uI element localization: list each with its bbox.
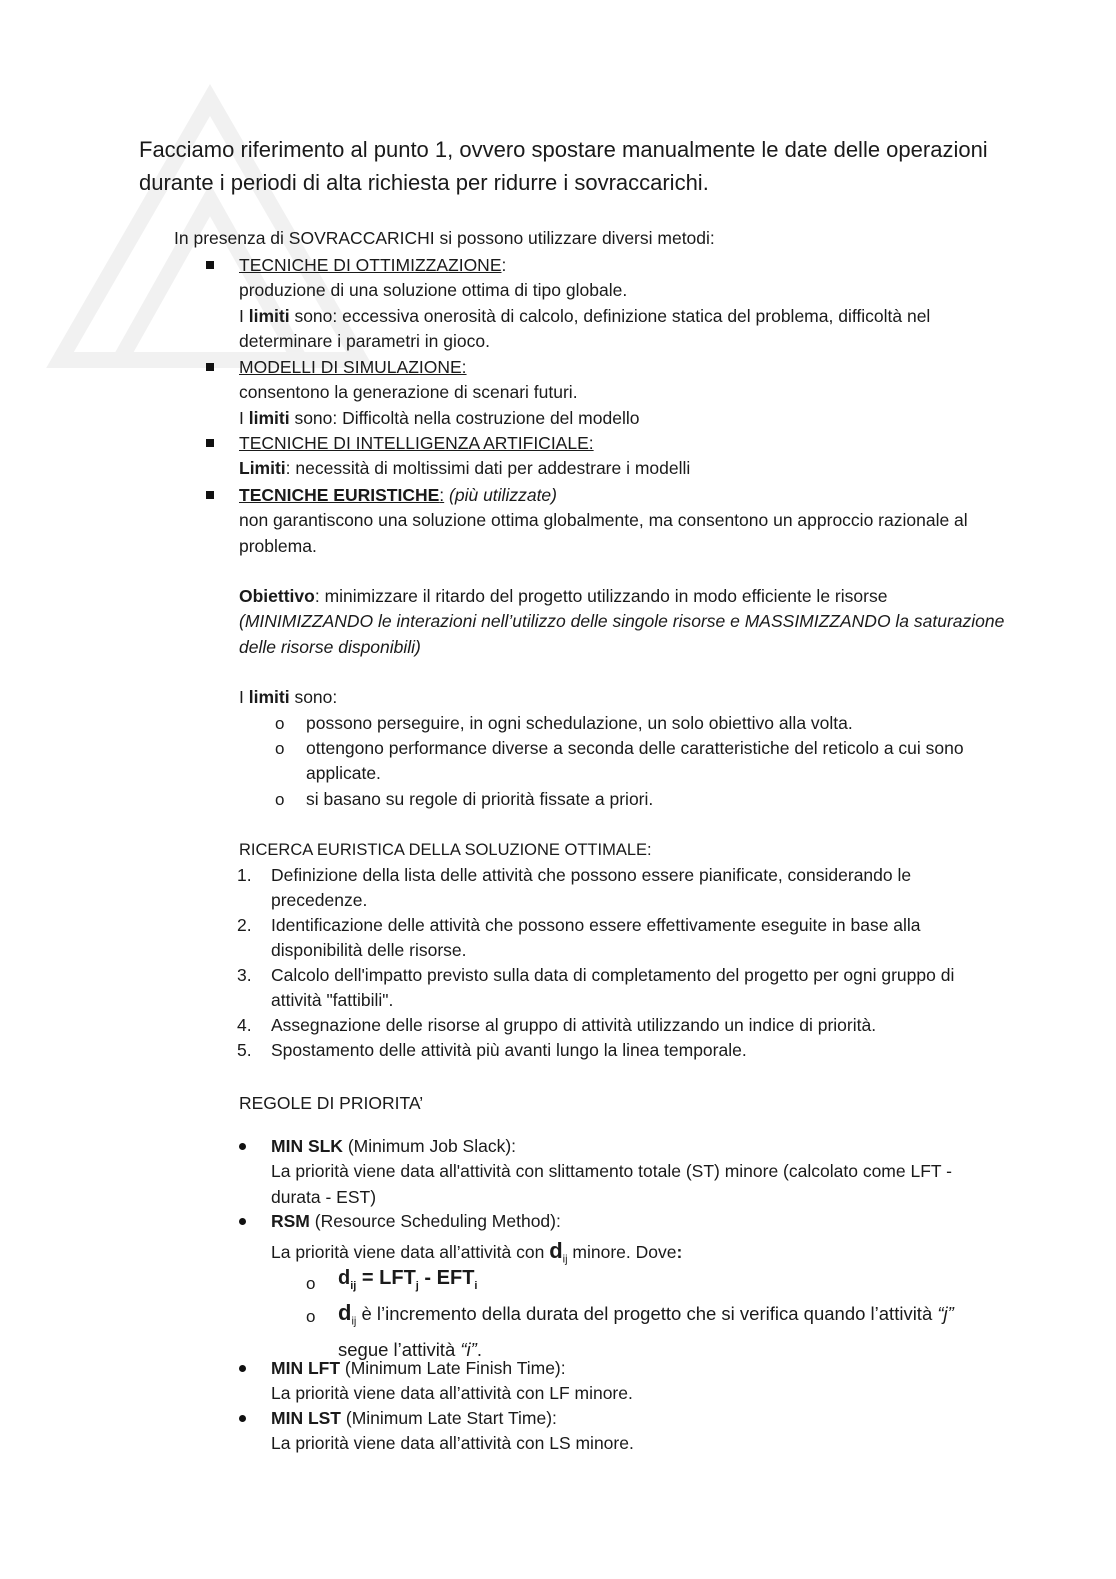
rsm-formula: $d_{ij} = LFT_j - EFT_i$ bbox=[338, 1267, 478, 1292]
rules-title: REGOLE DI PRIORITA’ bbox=[239, 1093, 424, 1113]
technique-title: TECNICHE EURISTICHE bbox=[239, 485, 440, 505]
limits-intro: I limiti sono: bbox=[239, 687, 338, 707]
technique-simulation bbox=[239, 355, 1019, 431]
technique-heuristic: TECNICHE EURISTICHE: (più utilizzate) non garantiscono una soluzione ottima globalmente, ma consentono un approccio razionale al problema. bbox=[239, 483, 1019, 559]
technique-title: TECNICHE DI INTELLIGENZA ARTIFICIALE: bbox=[239, 433, 594, 453]
objective-block: Obiettivo: minimizzare il ritardo del progetto utilizzando in modo efficiente le risorse (MINIMIZZANDO le interazioni nell’utilizzo delle singole risorse e MASSIMIZZANDO la saturazione delle risorse disponibili) bbox=[239, 586, 1005, 657]
rule-min-slk: MIN SLK (Minimum Job Slack): La priorità viene data all'attività con slittamento totale (ST) minore (calcolato come LFT - durata - EST) bbox=[271, 1136, 952, 1207]
circle-bullet-icon: o bbox=[306, 1307, 316, 1326]
technique-description: produzione di una soluzione ottima di tipo globale. bbox=[239, 280, 628, 301]
step-number: 1. bbox=[237, 865, 252, 885]
square-bullet-icon bbox=[206, 439, 214, 447]
circle-bullet-icon: o bbox=[306, 1274, 316, 1293]
circle-bullet-icon: o bbox=[275, 714, 285, 733]
square-bullet-icon bbox=[206, 491, 214, 499]
heuristic-step: Identificazione delle attività che possono essere effettivamente eseguite in base alla disponibilità delle risorse. bbox=[271, 915, 921, 961]
heuristic-title: RICERCA EURISTICA DELLA SOLUZIONE OTTIMALE: bbox=[239, 841, 652, 859]
heuristic-step: Spostamento delle attività più avanti lungo la linea temporale. bbox=[271, 1040, 747, 1060]
technique-limits: Limiti: necessità di moltissimi dati per addestrare i modelli bbox=[239, 458, 691, 479]
limit-item: possono perseguire, in ogni schedulazione, un solo obiettivo alla volta. bbox=[306, 713, 853, 733]
step-number: 4. bbox=[237, 1015, 252, 1035]
intro-paragraph: Facciamo riferimento al punto 1, ovvero spostare manualmente le date delle operazioni durante i periodi di alta richiesta per ridurre i sovraccarichi. bbox=[139, 137, 988, 195]
lead-sentence: In presenza di SOVRACCARICHI si possono utilizzare diversi metodi: bbox=[174, 228, 715, 248]
step-number: 5. bbox=[237, 1040, 252, 1060]
circle-bullet-icon: o bbox=[275, 790, 285, 809]
disc-bullet-icon bbox=[239, 1365, 246, 1372]
rsm-explanation: $d_{ij}$ è l’incremento della durata del progetto che si verifica quando l’attività “j” segue l’attività “i”. bbox=[338, 1300, 954, 1360]
disc-bullet-icon bbox=[239, 1143, 246, 1150]
step-number: 3. bbox=[237, 965, 252, 985]
heuristic-step: Definizione della lista delle attività che possono essere pianificate, considerando le precedenze. bbox=[271, 865, 912, 911]
square-bullet-icon bbox=[206, 363, 214, 371]
technique-limits: I limiti sono: eccessiva onerosità di calcolo, definizione statica del problema, difficoltà nel determinare i parametri in gioco. bbox=[239, 305, 931, 351]
disc-bullet-icon bbox=[239, 1415, 246, 1422]
technique-title: MODELLI DI SIMULAZIONE: bbox=[239, 357, 467, 377]
circle-bullet-icon: o bbox=[275, 739, 285, 758]
technique-limits: I limiti sono: Difficoltà nella costruzione del modello bbox=[239, 407, 640, 428]
limit-item: si basano su regole di priorità fissate a priori. bbox=[306, 789, 654, 809]
technique-description: consentono la generazione di scenari futuri. bbox=[239, 382, 578, 403]
square-bullet-icon bbox=[206, 261, 214, 269]
rule-min-lft: MIN LFT (Minimum Late Finish Time): La priorità viene data all’attività con LF minore. bbox=[271, 1358, 633, 1404]
rule-rsm: RSM (Resource Scheduling Method): La priorità viene data all’attività con $d_{ij}$ minore. Dove: bbox=[271, 1211, 683, 1266]
rule-min-lst: MIN LST (Minimum Late Start Time): La priorità viene data all’attività con LS minore. bbox=[271, 1408, 634, 1454]
heuristic-step: Calcolo dell'impatto previsto sulla data di completamento del progetto per ogni gruppo di attività "fattibili". bbox=[271, 965, 955, 1011]
disc-bullet-icon bbox=[239, 1218, 246, 1225]
technique-ai bbox=[239, 431, 1019, 482]
technique-optimization: TECNICHE DI OTTIMIZZAZIONE: produzione di una soluzione ottima di tipo globale. I limiti sono: eccessiva onerosità di calcolo, definizione statica del problema, difficoltà nel determinare i parametri in gioco. bbox=[239, 253, 1019, 354]
step-number: 2. bbox=[237, 915, 252, 935]
heuristic-step: Assegnazione delle risorse al gruppo di attività utilizzando un indice di priorità. bbox=[271, 1015, 877, 1035]
technique-title: TECNICHE DI OTTIMIZZAZIONE bbox=[239, 255, 502, 275]
technique-description: non garantiscono una soluzione ottima globalmente, ma consentono un approccio razionale al problema. bbox=[239, 510, 968, 556]
limit-item: ottengono performance diverse a seconda delle caratteristiche del reticolo a cui sono applicate. bbox=[306, 738, 964, 784]
